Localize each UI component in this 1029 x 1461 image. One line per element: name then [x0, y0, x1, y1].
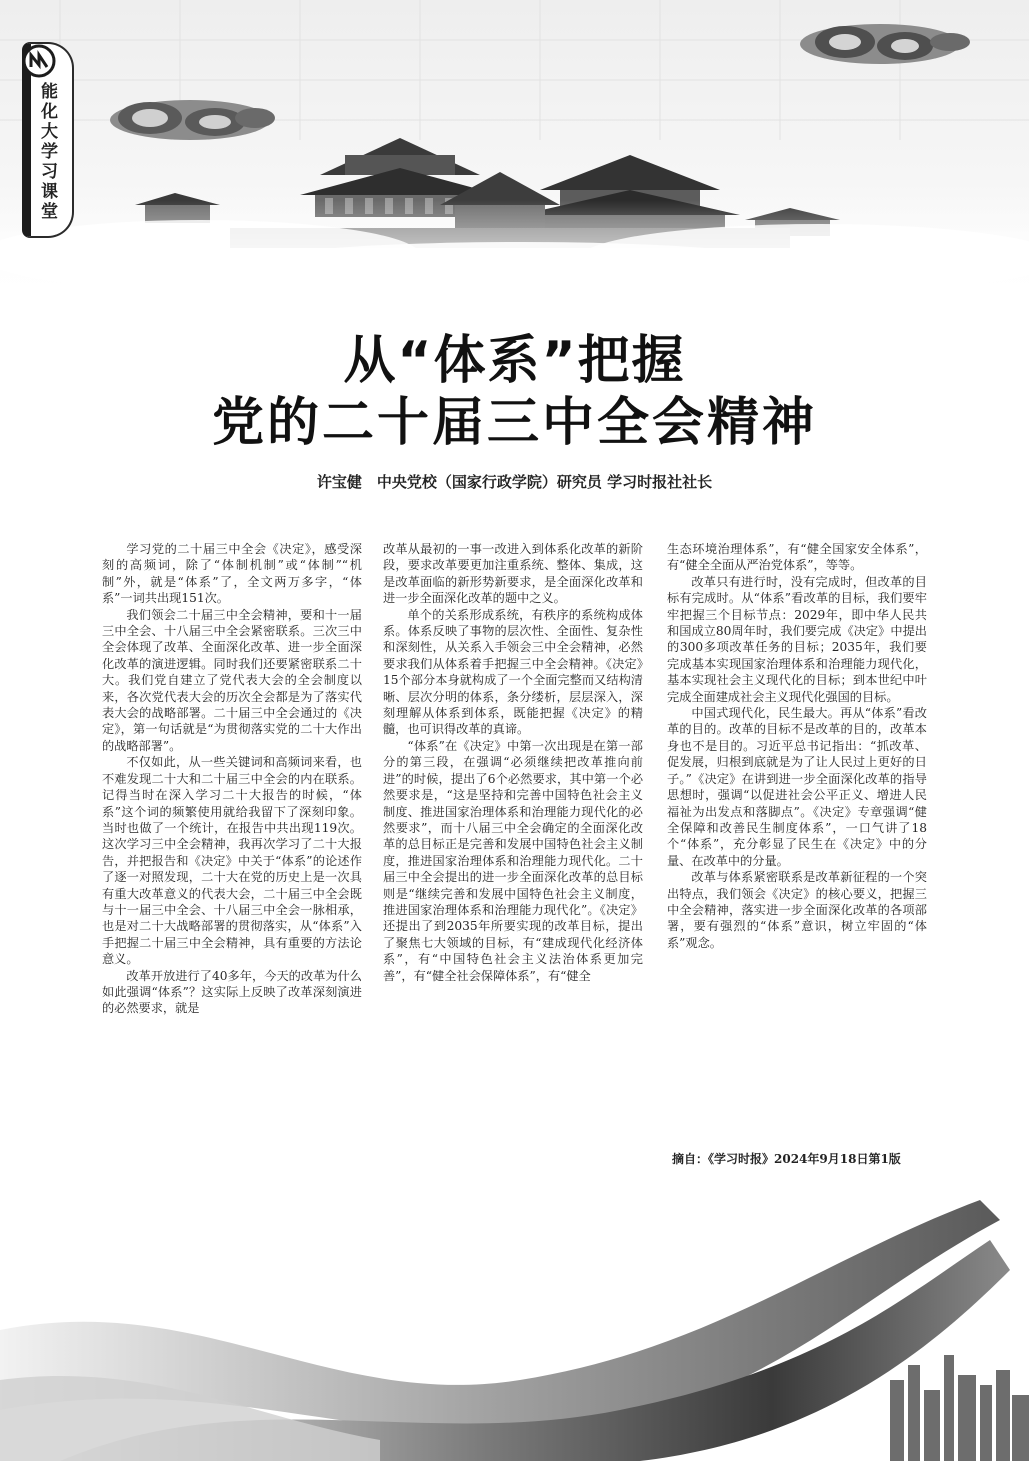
paragraph: 中国式现代化，民生最大。再从“体系”看改革的目的。改革的目标不是改革的目的，改革本身也不是目的。习近平总书记指出：“抓改革、促发展，归根到底就是为了让人民过上更好的日子。”《决定》在讲到进一步全面深化改革的指导思想时，强调“以促进社会公平正义、增进人民福祉为出发点和落脚点”。《决定》专章强调“健全保障和改善民生制度体系”，一口气讲了18个“体系”，充分彰显了民生在《决定》中的分量、在改革中的分量。 [667, 706, 927, 868]
paragraph: 不仅如此，从一些关键词和高频词来看，也不难发现二十大和二十届三中全会的内在联系。记得当时在深入学习二十大报告的时候，“体系”这个词的频繁使用就给我留下了深刻印象。当时也做了一个统计，在报告中共出现119次。这次学习三中全会精神，我再次学习了二十大报告，并把报告和《决定》中关于“体系”的论述作了逐一对照发现，二十大在党的历史上是一次具有重大改革意义的代表大会，二十届三中全会既与十一届三中全会、十八届三中全会一脉相承，也是对二十大战略部署的贯彻落实，从“体系”入手把握二十届三中全会精神，具有重要的方法论意义。 [102, 755, 362, 967]
body-column-3 [667, 541, 927, 951]
paragraph: 改革与体系紧密联系是改革新征程的一个突出特点，我们领会《决定》的核心要义，把握三中全会精神，落实进一步全面深化改革的各项部署，要有强烈的“体系”意识，树立牢固的“体系”观念。 [667, 870, 927, 950]
article-title-line-2: 党的二十届三中全会精神 [211, 393, 817, 453]
publication-logo-icon [22, 44, 56, 78]
column-label: 能化大学习课堂 [37, 82, 57, 222]
paragraph: 生态环境治理体系”，有“健全国家安全体系”，有“健全全面从严治党体系”，等等。 [667, 542, 927, 573]
paragraph: 改革只有进行时，没有完成时，但改革的目标有完成时。从“体系”看改革的目标，我们要牢牢把握三个目标节点：2029年，即中华人民共和国成立80周年时，我们要完成《决定》中提出的300多项改革任务的目标；2035年，我们要完成基本实现国家治理体系和治理能力现代化，基本实现社会主义现代化的目标；到本世纪中叶完成全面建成社会主义现代化强国的目标。 [667, 574, 927, 704]
footer-ribbon-illustration [0, 1180, 1029, 1461]
paragraph: 我们领会二十届三中全会精神，要和十一届三中全会、十八届三中全会紧密联系。三次三中全会体现了改革、全面深化改革、进一步全面深化改革的演进逻辑。同时我们还要紧密联系二十大。我们党自建立了党代表大会的全会制度以来，各次党代表大会的历次全会都是为了落实代表大会的战略部署。二十届三中全会通过的《决定》，第一句话就是“为贯彻落实党的二十大作出的战略部署”。 [102, 607, 362, 753]
author-byline: 许宝健 中央党校（国家行政学院）研究员 学习时报社社长 [316, 473, 713, 491]
paragraph: 学习党的二十届三中全会《决定》，感受深刻的高频词，除了“体制机制”或“体制”“机制”外，就是“体系”了，全文两万多字，“体系”一词共出现151次。 [102, 542, 362, 606]
paragraph: 改革开放进行了40多年，今天的改革为什么如此强调“体系”？这实际上反映了改革深刻演进的必然要求，就是 [102, 968, 362, 1016]
paragraph: 改革从最初的一事一改进入到体系化改革的新阶段，要求改革要更加注重系统、整体、集成，这是改革面临的新形势新要求，是全面深化改革和进一步全面深化改革的题中之义。 [383, 542, 643, 606]
body-column-1 [102, 541, 362, 1017]
paragraph: “体系”在《决定》中第一次出现是在第一部分的第三段，在强调“必须继续把改革推向前进”的时候，提出了6个必然要求，其中第一个必然要求是，“这是坚持和完善中国特色社会主义制度、推进国家治理体系和治理能力现代化的必然要求”，而十八届三中全会确定的全面深化改革的总目标正是完善和发展中国特色社会主义制度，推进国家治理体系和治理能力现代化。二十届三中全会提出的进一步全面深化改革的总目标则是“继续完善和发展中国特色社会主义制度，推进国家治理体系和治理能力现代化”。《决定》还提出了到2035年所要实现的改革目标，提出了聚焦七大领域的目标，有“建成现代化经济体系”，有“中国特色社会主义法治体系更加完善”，有“健全社会保障体系”，有“健全 [383, 738, 643, 983]
source-citation: 摘自：《学习时报》2024年9月18日第1版 [672, 1152, 901, 1166]
header-banner-illustration [0, 0, 1029, 300]
body-column-2 [383, 541, 643, 984]
paragraph: 单个的关系形成系统，有秩序的系统构成体系。体系反映了事物的层次性、全面性、复杂性和深刻性，从关系入手领会三中全会精神，必然要求我们从体系着手把握三中全会精神。《决定》15个部分本身就构成了一个全面完整而又结构清晰、层次分明的体系，条分缕析，层层深入，深刻理解从体系到体系，既能把握《决定》的精髓，也可识得改革的真谛。 [383, 607, 643, 737]
article-title-line-1: 从“体系”把握 [343, 331, 686, 391]
